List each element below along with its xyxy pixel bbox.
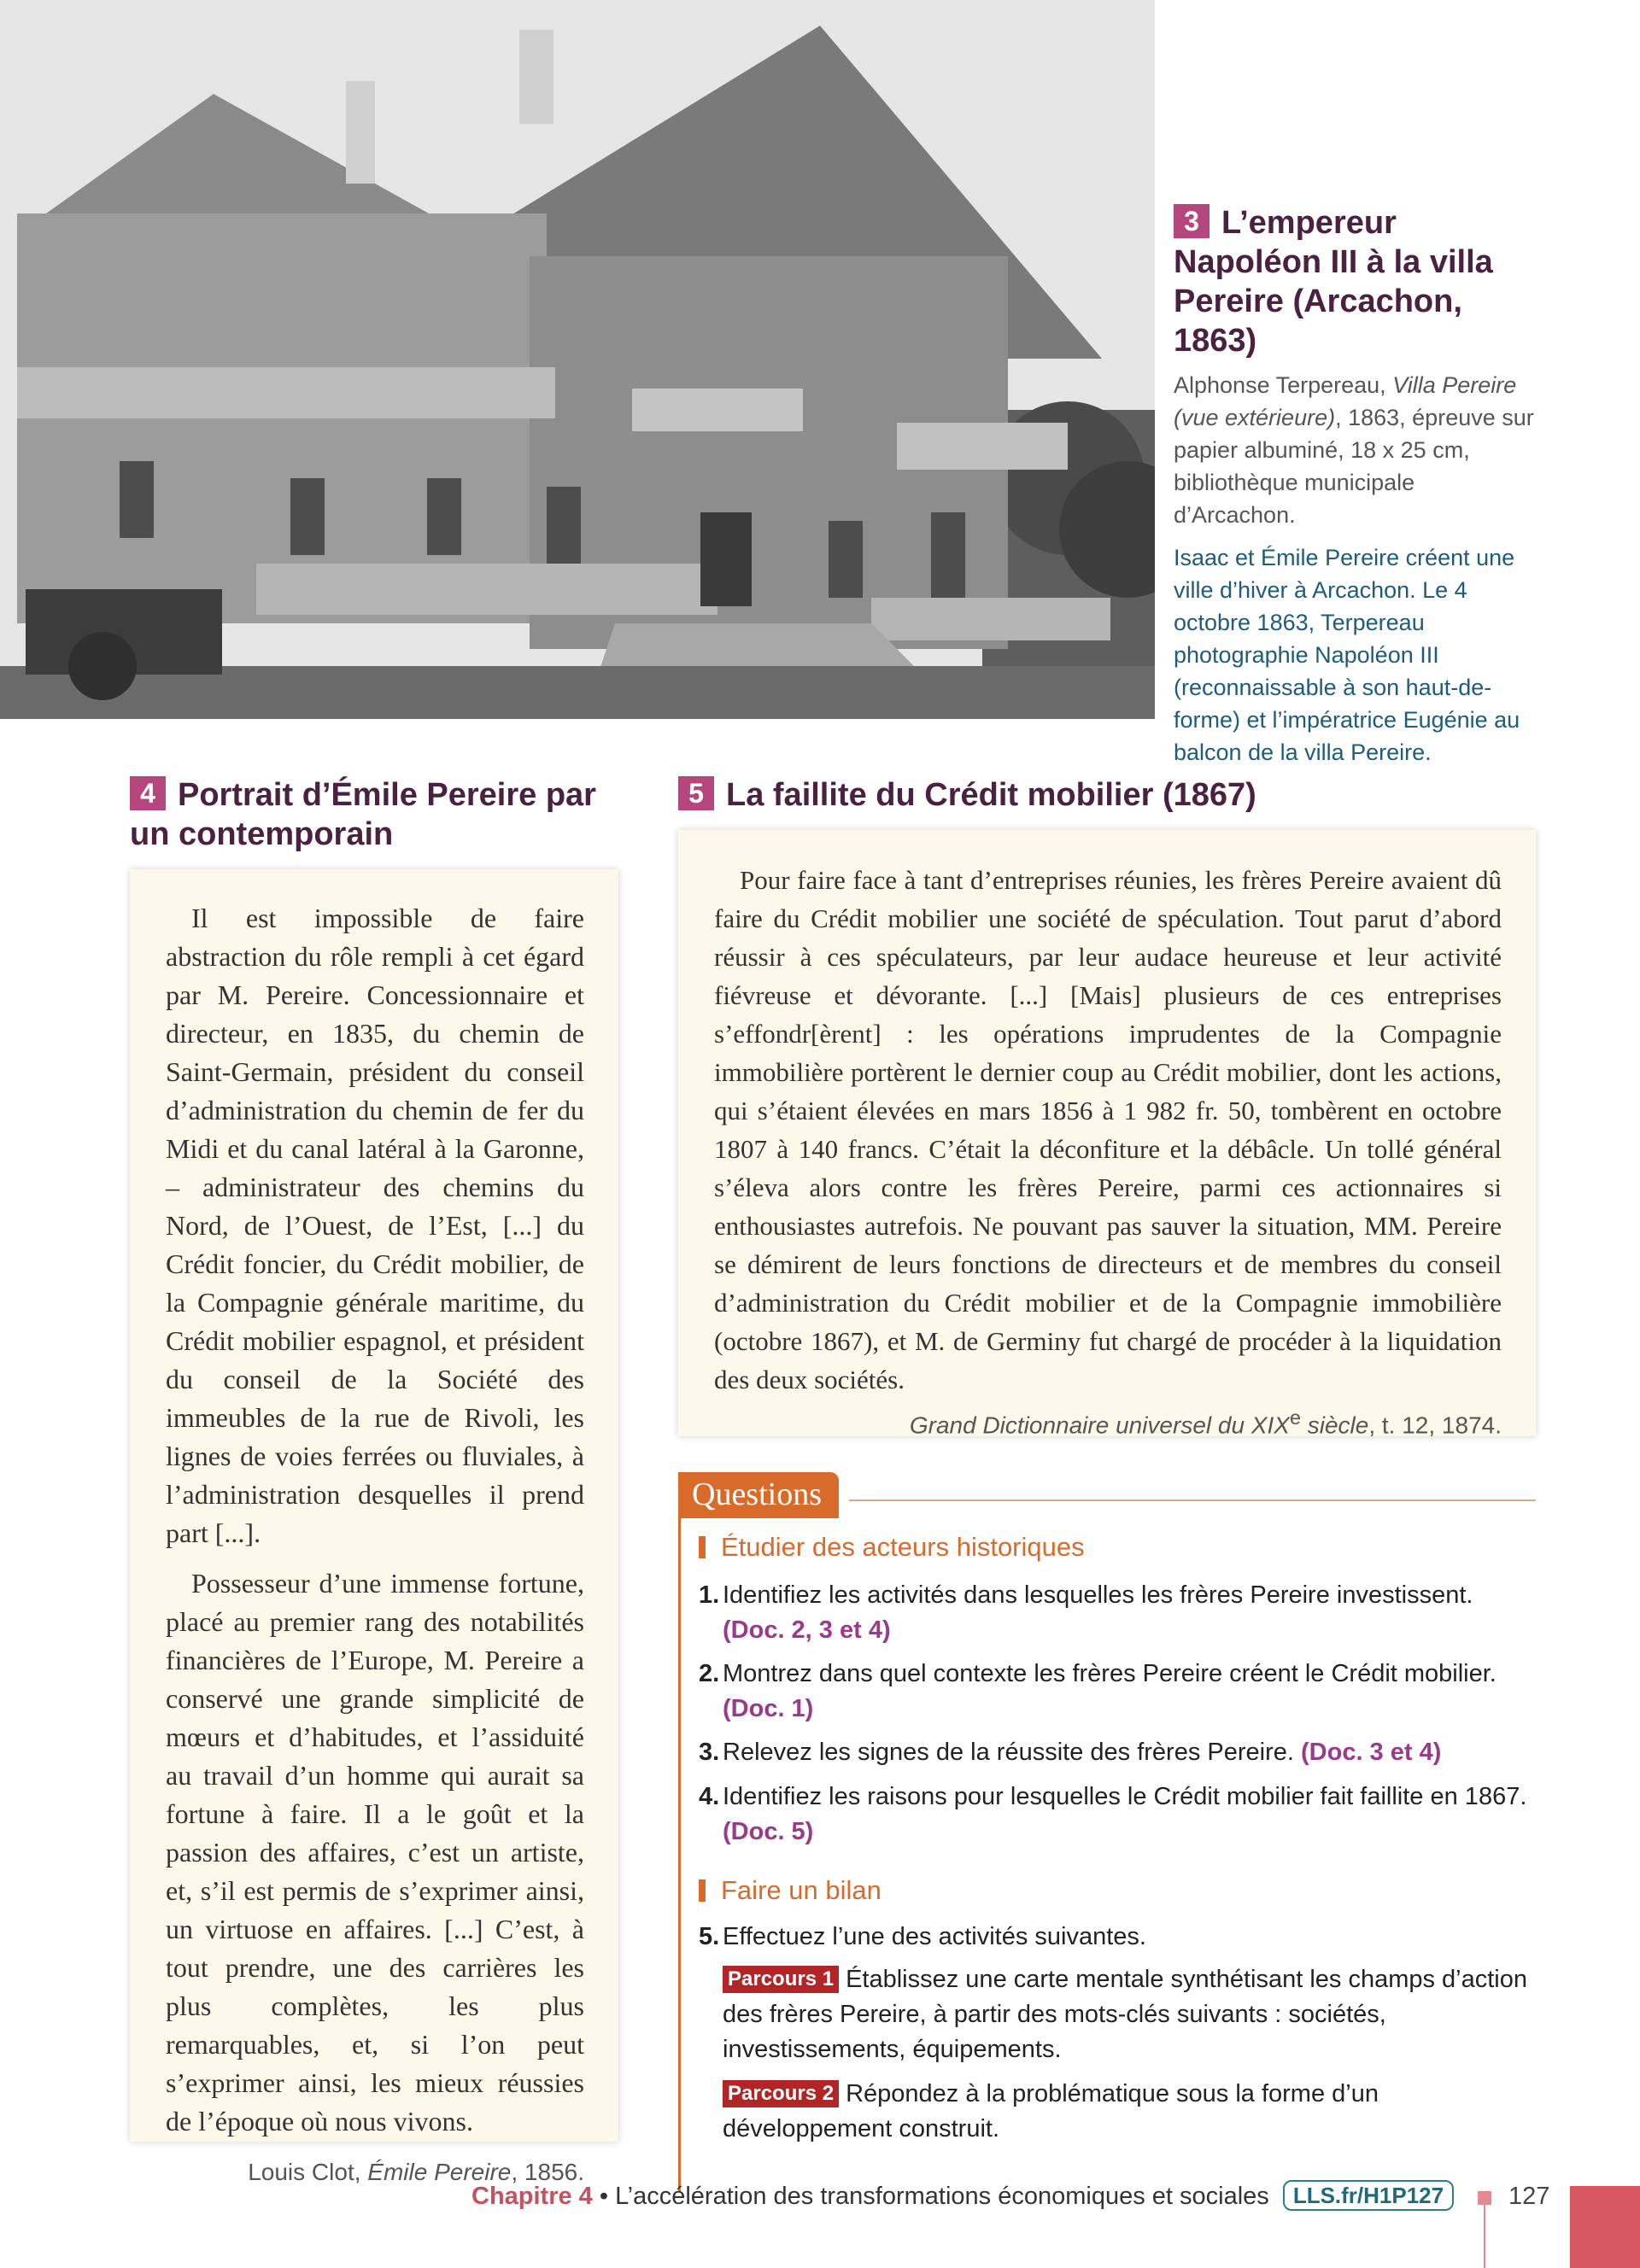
doc5-text: Pour faire face à tant d’entreprises réunies, les frères Pereire avaient dû faire du Crédit mobilier une société de spéculation. Tout parut d’abord réussir à ces spéculateurs, par leur audace heureuse et leur activité fiévreuse et dévorante. [...] [Mais] plusieurs de ces entreprises s’effondr[èrent] : les opérations imprudentes de la Compagnie immobilière portèrent le dernier coup au Crédit mobilier, dont les actions, qui s’étaient élevées en mars 1856 à 1 982 fr. 50, tombèrent en octobre 1807 à 140 francs. C’était la déconfiture et la débâcle. Un tollé général s’éleva alors contre les frères Pereire, parmi ces actionnaires si enthousiastes autrefois. Ne pouvant pas sauver la situation, MM. Pereire se démirent de leurs fonctions de directeurs et de membres du conseil d’administration du Crédit mobilier et de la Compagnie immobilière (octobre 1867), et M. de Germiny fut chargé de procéder à la liquidation des deux sociétés. (714, 865, 1502, 1394)
doc4-source-year: , 1856. (511, 2159, 584, 2185)
section-assessment-label: Faire un bilan (721, 1875, 882, 1905)
doc4-text-box (130, 869, 618, 2185)
questions-side-line (678, 1517, 681, 2191)
question-3 (699, 1735, 1527, 1770)
doc3-caption-author: Alphonse Terpereau, (1174, 372, 1393, 398)
doc4-paragraph-2: Possesseur d’une immense fortune, placé au premier rang des notabilités financières de l’Europe, M. Pereire a conservé une grande simplicité de mœurs et d’habitudes, et l’assiduité au travail d’un homme qui aurait sa fortune à faire. Il a le goût et la passion des affaires, c’est un artiste, et, s’il est permis de s’exprimer ainsi, un virtuose en affaires. [...] C’est, à tout prendre, une des carrières les plus complètes, les plus remarquables, et, si l’on peut s’exprimer ainsi, les mieux réussies de l’époque où nous vivons. (166, 1568, 584, 2136)
section-study-actors-label: Étudier des acteurs historiques (721, 1532, 1085, 1562)
doc3-caption (1174, 369, 1541, 531)
question-3-ref: (Doc. 3 et 4) (1301, 1739, 1442, 1766)
question-2-ref: (Doc. 1) (723, 1695, 814, 1722)
questions-block (678, 1472, 1536, 2147)
question-4 (699, 1780, 1527, 1850)
section-study-actors (699, 1530, 1085, 1564)
section-marker-icon (699, 1536, 706, 1558)
page-footer (472, 2179, 1454, 2213)
question-3-text: Relevez les signes de la réussite des frères Pereire. (723, 1739, 1294, 1766)
doc5-source-rest: , t. 12, 1874. (1368, 1412, 1502, 1439)
section-marker-icon (699, 1879, 706, 1902)
doc3-description: Isaac et Émile Pereire créent une ville d’hiver à Arcachon. Le 4 octobre 1863, Terpereau photographie Napoléon III (reconnaissable à son haut-de-forme) et l’impératrice Eugénie au balcon de la villa Pereire. (1174, 545, 1520, 765)
doc5-title: La faillite du Crédit mobilier (1867) (726, 777, 1256, 813)
question-5 (699, 1920, 1527, 1955)
doc3-caption-block (1174, 203, 1541, 769)
footer-chapter: Chapitre 4 (472, 2183, 593, 2210)
footer-chapter-title: L’accélération des transformations économiques et sociales (615, 2183, 1269, 2210)
question-5-number: 5. (699, 1923, 720, 1950)
doc5-source (714, 1399, 1502, 1444)
doc4-number: 4 (130, 776, 166, 810)
doc4-source-author: Louis Clot, (248, 2159, 368, 2185)
doc4-title-line (130, 775, 608, 854)
parcours-2 (723, 2077, 1527, 2147)
doc5-number: 5 (678, 776, 714, 810)
question-2 (699, 1657, 1527, 1727)
question-4-ref: (Doc. 5) (723, 1818, 814, 1845)
doc5-text-box (678, 830, 1536, 1439)
footer-divider (1484, 2205, 1485, 2268)
doc3-heading (1174, 203, 1541, 360)
question-1-ref: (Doc. 2, 3 et 4) (723, 1616, 891, 1644)
parcours-1-text: Établissez une carte mentale synthétisant les champs d’action des frères Pereire, à partir des mots-clés suivants : sociétés, investissements, équipements. (723, 1966, 1528, 2063)
doc3-caption-rest: , 1863, épreuve sur papier albuminé, 18 x 25 cm, bibliothèque municipale d’Arcachon. (1174, 405, 1534, 528)
question-4-number: 4. (699, 1783, 720, 1810)
question-3-number: 3. (699, 1739, 720, 1766)
question-1-number: 1. (699, 1581, 720, 1609)
parcours-1-badge: Parcours 1 (723, 1966, 839, 1993)
doc5-title-line (678, 775, 1532, 815)
question-5-text: Effectuez l’une des activités suivantes. (723, 1923, 1146, 1950)
doc3-title: L’empereur Napoléon III à la villa Pereire (Arcachon, 1863) (1174, 205, 1493, 359)
footer-marker-icon (1478, 2191, 1491, 2205)
doc3-number: 3 (1174, 204, 1210, 238)
question-1-text: Identifiez les activités dans lesquelles les frères Pereire investissent. (723, 1581, 1473, 1609)
doc5-source-work-end: siècle (1300, 1412, 1369, 1439)
doc5-source-work: Grand Dictionnaire universel du XIX (909, 1412, 1290, 1439)
question-2-number: 2. (699, 1660, 720, 1687)
doc4-source-work: Émile Pereire (367, 2159, 512, 2185)
questions-rule (849, 1499, 1536, 1501)
question-2-text: Montrez dans quel contexte les frères Pereire créent le Crédit mobilier. (723, 1660, 1496, 1687)
doc5-source-sup: e (1289, 1406, 1301, 1429)
parcours-1 (723, 1962, 1527, 2067)
doc4-title: Portrait d’Émile Pereire par un contemporain (130, 777, 596, 852)
section-assessment (699, 1873, 882, 1908)
page-edge-tab (1570, 2186, 1640, 2268)
doc5-heading (678, 775, 1532, 815)
doc3-caption-work: Villa Pereire (vue extérieure) (1174, 372, 1517, 430)
doc4-paragraph-1: Il est impossible de faire abstraction du rôle rempli à cet égard par M. Pereire. Concessionnaire et directeur, en 1835, du chemin de Saint-Germain, président du conseil d’administration du chemin de fer du Midi et du canal latéral à la Garonne, – administrateur des chemins du Nord, de l’Ouest, de l’Est, [...] du Crédit foncier, du Crédit mobilier, de la Compagnie générale maritime, du Crédit mobilier espagnol, et président du conseil de la Société des immeubles de la rue de Rivoli, les lignes de voies ferrées ou fluviales, à l’administration desquelles il prend part [...]. (166, 903, 584, 1548)
page-number: 127 (1508, 2183, 1550, 2210)
parcours-2-text: Répondez à la problématique sous la forme d’un développement construit. (723, 2080, 1379, 2142)
questions-title: Questions (678, 1472, 839, 1518)
footer-separator: • (592, 2183, 616, 2210)
question-4-text: Identifiez les raisons pour lesquelles le Crédit mobilier fait faillite en 1867. (723, 1783, 1527, 1810)
footer-link[interactable]: LLS.fr/H1P127 (1283, 2180, 1454, 2211)
villa-pereire-photo (0, 0, 1155, 719)
parcours-2-badge: Parcours 2 (723, 2080, 839, 2107)
villa-illustration (0, 0, 1155, 719)
doc4-heading (130, 775, 608, 854)
question-1 (699, 1578, 1527, 1648)
